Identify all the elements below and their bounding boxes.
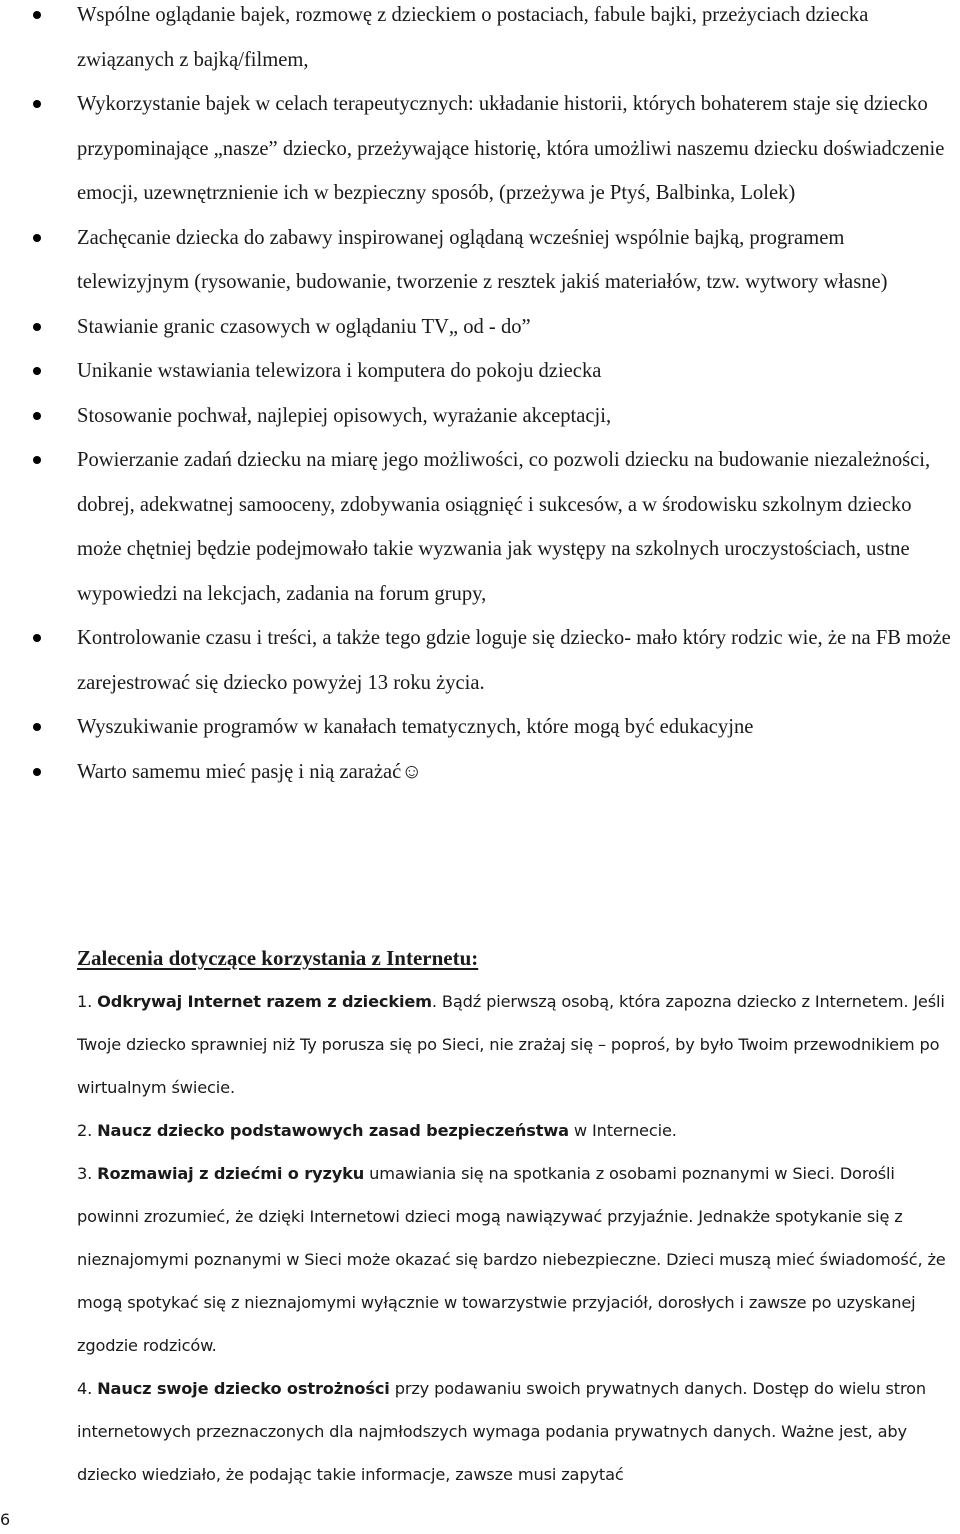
bullet-dot-icon xyxy=(33,634,41,642)
bullet-item xyxy=(0,616,960,705)
item-bold-lead: Naucz dziecko podstawowych zasad bezpieczeństwa xyxy=(97,1121,569,1140)
bullet-dot-icon xyxy=(33,412,41,420)
numbered-item xyxy=(77,980,953,1109)
item-number: 1. xyxy=(77,992,93,1011)
bullet-item xyxy=(0,82,960,216)
item-number: 4. xyxy=(77,1379,93,1398)
internet-recommendations-list xyxy=(77,980,953,1496)
bullet-text: Wyszukiwanie programów w kanałach tematycznych, które mogą być edukacyjne xyxy=(77,716,754,738)
item-bold-lead: Odkrywaj Internet razem z dzieckiem xyxy=(97,992,432,1011)
item-text: przy podawaniu swoich prywatnych danych. Dostęp do wielu stron internetowych przeznaczonych dla najmłodszych wymaga podania prywatnych danych. Ważne jest, aby dziecko wiedziało, że podając takie informacje, zawsze musi zapytać xyxy=(77,1379,926,1484)
bullet-dot-icon xyxy=(33,456,41,464)
bullet-text: Powierzanie zadań dziecku na miarę jego możliwości, co pozwoli dziecku na budowanie niezależności, dobrej, adekwatnej samooceny, zdobywania osiągnięć i sukcesów, a w środowisku szkolnym dziecko może chętniej będzie podejmowało takie wyzwania jak występy na szkolnych uroczystościach, ustne wypowiedzi na lekcjach, zadania na forum grupy, xyxy=(77,449,931,605)
item-text: umawiania się na spotkania z osobami poznanymi w Sieci. Dorośli powinni zrozumieć, że dzięki Internetowi dzieci mogą nawiązywać przyjaźnie. Jednakże spotykanie się z nieznajomymi poznanymi w Sieci może okazać się bardzo niebezpieczne. Dzieci muszą mieć świadomość, że mogą spotykać się z nieznajomymi wyłącznie w towarzystwie przyjaciół, dorosłych i zawsze po uzyskanej zgodzie rodziców. xyxy=(77,1164,946,1355)
bullet-dot-icon xyxy=(33,323,41,331)
bullet-dot-icon xyxy=(33,100,41,108)
bullet-text: Kontrolowanie czasu i treści, a także tego gdzie loguje się dziecko- mało który rodzic wie, że na FB może zarejestrować się dziecko powyżej 13 roku życia. xyxy=(77,627,951,694)
numbered-item xyxy=(77,1152,953,1367)
bullet-dot-icon xyxy=(33,367,41,375)
bullet-dot-icon xyxy=(33,768,41,776)
bullet-text: Unikanie wstawiania telewizora i komputera do pokoju dziecka xyxy=(77,360,602,382)
bullet-text: Wykorzystanie bajek w celach terapeutycznych: układanie historii, których bohaterem staje się dziecko przypominające „nasze” dziecko, przeżywające historię, która umożliwi naszemu dziecku doświadczenie emocji, uzewnętrznienie ich w bezpieczny sposób, (przeżywa je Ptyś, Balbinka, Lolek) xyxy=(77,93,945,204)
bullet-item xyxy=(0,705,960,750)
section-heading: Zalecenia dotyczące korzystania z Internetu: xyxy=(77,946,479,970)
bullet-text: Stawianie granic czasowych w oglądaniu TV„ od - do” xyxy=(77,315,531,338)
numbered-item xyxy=(77,1109,953,1152)
bullet-item xyxy=(0,438,960,616)
bullet-item xyxy=(0,305,960,350)
bullet-item xyxy=(0,394,960,439)
bullet-item xyxy=(0,349,960,394)
item-bold-lead: Rozmawiaj z dziećmi o ryzyku xyxy=(97,1164,365,1183)
item-bold-lead: Naucz swoje dziecko ostrożności xyxy=(97,1379,390,1398)
bullet-text: Wspólne oglądanie bajek, rozmowę z dzieckiem o postaciach, fabule bajki, przeżyciach dziecka związanych z bajką/filmem, xyxy=(77,4,869,71)
item-number: 2. xyxy=(77,1121,93,1140)
item-text: w Internecie. xyxy=(568,1121,677,1140)
numbered-item xyxy=(77,1367,953,1496)
bullet-dot-icon xyxy=(33,11,41,19)
bullet-item xyxy=(0,750,960,795)
bullet-text: Stosowanie pochwał, najlepiej opisowych, wyrażanie akceptacji, xyxy=(77,404,612,427)
bullet-item xyxy=(0,216,960,305)
page-number: 6 xyxy=(0,1510,11,1529)
bullet-text: Zachęcanie dziecka do zabawy inspirowanej oglądaną wcześniej wspólnie bajką, programem telewizyjnym (rysowanie, budowanie, tworzenie z resztek jakiś materiałów, tzw. wytwory własne) xyxy=(77,226,888,293)
bullet-item xyxy=(0,0,960,82)
item-text: . Bądź pierwszą osobą, która zapozna dziecko z Internetem. Jeśli Twoje dziecko sprawniej niż Ty porusza się po Sieci, nie zrażaj się – poproś, by było Twoim przewodnikiem po wirtualnym świecie. xyxy=(77,992,945,1097)
bullet-dot-icon xyxy=(33,234,41,242)
bullet-text: Warto samemu mieć pasję i nią zarażać☺ xyxy=(77,760,423,783)
item-number: 3. xyxy=(77,1164,93,1183)
bullet-dot-icon xyxy=(33,723,41,731)
